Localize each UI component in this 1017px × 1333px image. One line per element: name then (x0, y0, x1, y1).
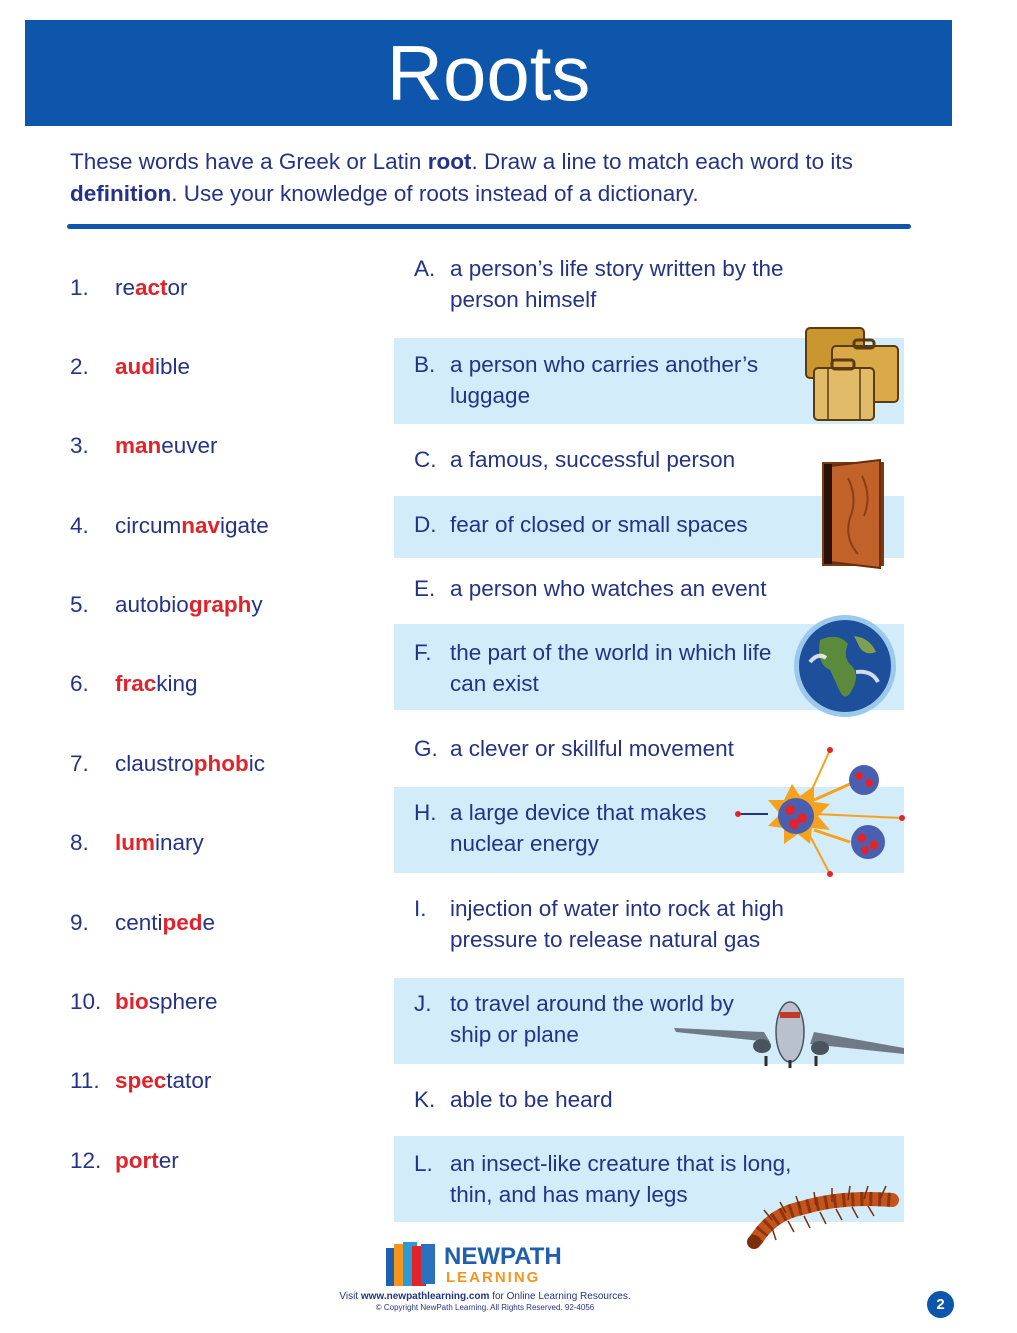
word-item: 2. audible (70, 354, 191, 379)
door-icon (818, 458, 890, 570)
word-item: 1. reactor (70, 275, 188, 300)
word-item: 3. maneuver (70, 433, 218, 458)
footer-link[interactable]: www.newpathlearning.com (360, 1291, 490, 1302)
title-banner (25, 20, 952, 126)
centipede-icon (742, 1180, 906, 1254)
definition-item: J. to travel around the world by ship or plane (414, 991, 734, 1047)
word-item: 4. circumnavigate (70, 513, 269, 538)
word-item: 5. autobiography (70, 592, 263, 617)
divider (67, 224, 911, 229)
instructions: These words have a Greek or Latin root. Draw a line to match each word to its definition. Use your knowledge of roots instead of a dictionary. (70, 149, 853, 206)
word-item: 11. spectator (70, 1068, 212, 1093)
word-item: 6. fracking (70, 671, 198, 696)
definition-item: E. a person who watches an event (414, 576, 767, 601)
logo-text-bottom: LEARNING (446, 1269, 541, 1286)
definition-item: D. fear of closed or small spaces (414, 512, 748, 537)
word-item: 12. porter (70, 1148, 179, 1173)
word-item: 8. luminary (70, 830, 204, 855)
nuclear-fission-icon (734, 744, 908, 880)
definition-item: H. a large device that makes nuclear energy (414, 800, 707, 856)
definition-item: G. a clever or skillful movement (414, 736, 734, 761)
suitcases-icon (802, 322, 904, 424)
footer-visit: Visit www.newpathlearning.com for Online Learning Resources. (339, 1291, 631, 1302)
definition-item: L. an insect-like creature that is long, thin, and has many legs (414, 1151, 792, 1207)
word-item: 9. centipede (70, 910, 216, 935)
page-title: Roots (386, 29, 591, 117)
airplane-icon (670, 998, 908, 1068)
page-number: 2 (927, 1291, 954, 1318)
definition-item: A. a person’s life story written by the person himself (414, 256, 784, 312)
definition-item: B. a person who carries another’s luggage (414, 352, 759, 408)
footer-copyright: © Copyright NewPath Learning. All Rights Reserved. 92-4056 (375, 1303, 595, 1312)
definition-item: K. able to be heard (414, 1087, 613, 1112)
logo-text-top: NEWPATH (444, 1243, 562, 1270)
definition-item: I. injection of water into rock at high pressure to release natural gas (414, 896, 784, 952)
definition-item: C. a famous, successful person (414, 447, 736, 472)
newpath-logo (386, 1240, 586, 1288)
word-item: 7. claustrophobic (70, 751, 266, 776)
definition-item: F. the part of the world in which life can exist (414, 640, 772, 696)
word-item: 10. biosphere (70, 989, 218, 1014)
earth-icon (790, 612, 900, 720)
